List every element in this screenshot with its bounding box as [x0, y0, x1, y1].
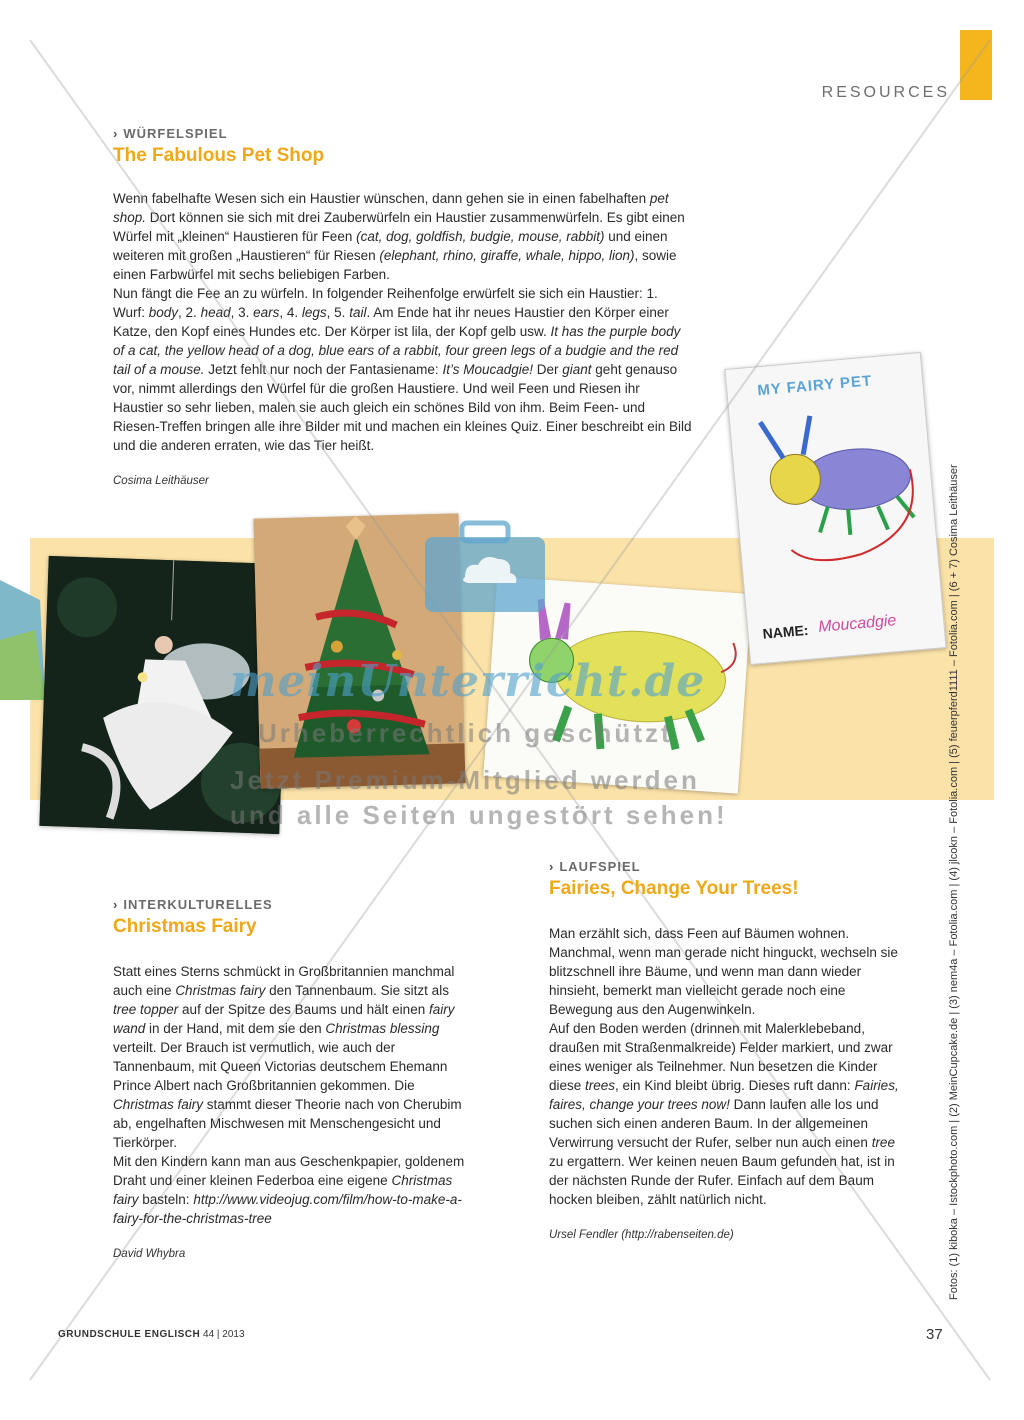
body-text: , 2. — [178, 305, 201, 320]
chevron-right-icon: › — [113, 897, 119, 912]
article-kicker: › LAUFSPIEL — [549, 859, 641, 874]
body-text: stammt dieser Theorie nach von Cherubim ab, engelhaften Mischwesen mit Menschengesicht und Tierkörper. — [113, 1097, 462, 1150]
body-paragraph — [549, 1019, 909, 1209]
body-text: auf der Spitze des Baums und hält einen — [178, 1002, 429, 1017]
italic-text: Christmas fairy — [175, 983, 266, 998]
italic-text: body — [148, 305, 179, 320]
italic-text: legs — [301, 305, 327, 320]
fairy-ornament-image — [39, 556, 288, 834]
photo-credits: Fotos: (1) kiboka – Istockphoto.com | (2) MeinCupcake.de | (3) nem4a – Fotolia.com | (4) jlcokn – Fotolia.com | (5) feuerpferd1111 – Fotolia.com | (6 + 7) Cosima Leithäuser — [948, 464, 960, 1300]
italic-text: (cat, dog, goldfish, budgie, mouse, rabbit) — [356, 229, 605, 244]
article-body — [113, 189, 693, 455]
article-fairies-change-trees — [549, 859, 909, 1241]
fairy-pet-card-title: MY FAIRY PET — [756, 372, 873, 400]
body-text: Statt eines Sterns schmückt in Großbritannien manchmal auch eine — [113, 964, 455, 998]
section-color-tab — [960, 30, 992, 100]
italic-text: tail — [349, 305, 367, 320]
body-text: , sowie einen Farbwürfel mit sechs beliebigen Farben. — [113, 248, 677, 282]
fairy-pet-card — [724, 352, 946, 665]
watermark-line-2: Jetzt Premium-Mitglied werden — [230, 765, 700, 795]
body-text: zu ergattern. Wer keinen neuen Baum gefunden hat, ist in der nächsten Runde der Rufer. Einfach auf dem Baum hocken bleiben, zählt natürlich nicht. — [549, 1154, 895, 1207]
italic-text: Fairies, faires, change your trees now! — [549, 1078, 899, 1112]
watermark-line-3: und alle Seiten ungestört sehen! — [230, 800, 728, 830]
article-author: Ursel Fendler (http://rabenseiten.de) — [549, 1229, 734, 1241]
body-paragraph — [113, 1152, 468, 1228]
article-author: Cosima Leithäuser — [113, 475, 209, 487]
italic-text: tree topper — [113, 1002, 179, 1017]
watermark-brand: meinUnterricht.de — [230, 656, 706, 707]
photo-child-drawing — [483, 576, 751, 793]
body-text: Dann laufen alle los und suchen sich einen anderen Baum. In der allgemeinen Verwirrung versucht der Rufer, selber nun auch einen — [549, 1097, 879, 1150]
body-text: den Tannenbaum. Sie sitzt als — [265, 983, 449, 998]
body-text: in der Hand, mit dem sie den — [145, 1021, 326, 1036]
fairy-pet-name-label: NAME: — [761, 621, 810, 642]
page-number: 37 — [926, 1326, 943, 1343]
body-text: Auf den Boden werden (drinnen mit Malerklebeband, draußen mit Straßenmalkreide) Felder markiert, und zwar eines weniger als Teilnehmer. Nun besetzen die Kinder diese — [549, 1021, 893, 1093]
body-text: Mit den Kindern kann man aus Geschenkpapier, goldenem Draht und einer kleinen Federboa eine eigene — [113, 1154, 465, 1188]
body-paragraph — [549, 924, 909, 1019]
body-text: , ein Kind bleibt übrig. Dieses ruft dann: — [615, 1078, 855, 1093]
watermark-line-1: Urheberrechtlich geschützt — [258, 718, 673, 748]
footer-magazine — [58, 1329, 245, 1340]
christmas-tree-image — [254, 513, 466, 788]
article-title: Christmas Fairy — [113, 916, 257, 937]
body-text: geht genauso vor, nimmt allerdings den Würfel für die großen Haustiere. Und weil Feen und Riesen ihr Haustier so sehr lieben, malen sie auch gleich ein schönes Bild von ihm. Beim Feen- und Riesen-Treffen bringen alle ihre Bilder mit und machen ein kleines Quiz. Einer beschreibt ein Bild und die anderen erraten, wie das Tier heißt. — [113, 362, 692, 453]
magazine-name: GRUNDSCHULE ENGLISCH — [58, 1329, 201, 1340]
italic-text: giant — [562, 362, 592, 377]
body-paragraph — [113, 189, 693, 284]
edge-decoration — [0, 560, 45, 700]
fairy-pet-name-value: Moucadgie — [817, 612, 898, 636]
body-text: und einen weiteren mit großen „Haustieren“ für Riesen — [113, 229, 668, 263]
article-christmas-fairy — [113, 897, 468, 1260]
body-paragraph — [113, 962, 468, 1152]
body-text: Der — [533, 362, 563, 377]
italic-text: It has the purple body of a cat, the yellow head of a dog, blue ears of a rabbit, four green legs of a budgie and the red tail of a mouse. — [113, 324, 681, 377]
italic-text: (elephant, rhino, giraffe, whale, hippo, lion) — [379, 248, 635, 263]
body-text: , 3. — [230, 305, 254, 320]
section-label: RESOURCES — [821, 84, 950, 101]
body-text: Jetzt fehlt nur noch der Fantasiename: — [204, 362, 443, 377]
body-text: , 5. — [326, 305, 350, 320]
fairy-pet-drawing — [739, 399, 930, 604]
article-body — [113, 962, 468, 1228]
photo-christmas-tree — [254, 513, 466, 788]
body-text: Man erzählt sich, dass Feen auf Bäumen wohnen. Manchmal, wenn man gerade nicht hinguckt, wechseln sie blitzschnell ihre Bäume, und wenn man dann wieder hinsieht, bemerkt man vielleicht gerade noch eine Bewegung aus den Augenwinkeln. — [549, 926, 898, 1017]
child-drawing-image — [483, 576, 751, 793]
article-kicker: › WÜRFELSPIEL — [113, 126, 228, 141]
article-pet-shop — [113, 126, 693, 487]
italic-text: Christmas fairy — [113, 1097, 204, 1112]
body-text: Dort können sie sich mit drei Zauberwürfeln ein Haustier zusammenwürfeln. Es gibt einen Würfel mit „kleinen“ Haustieren für Feen — [113, 210, 685, 244]
italic-text: It’s Moucadgie! — [442, 362, 533, 377]
article-title: Fairies, Change Your Trees! — [549, 878, 799, 899]
body-text: , 4. — [279, 305, 302, 320]
italic-text: Christmas fairy — [113, 1173, 453, 1207]
article-author: David Whybra — [113, 1248, 186, 1260]
italic-text: http://www.videojug.com/film/how-to-make-a-fairy-for-the-christmas-tree — [113, 1192, 462, 1226]
italic-text: trees — [585, 1078, 616, 1093]
article-kicker: › INTERKULTURELLES — [113, 897, 273, 912]
italic-text: head — [200, 305, 231, 320]
italic-text: tree — [871, 1135, 895, 1150]
chevron-right-icon: › — [549, 859, 555, 874]
body-text: Nun fängt die Fee an zu würfeln. In folgender Reihenfolge erwürfelt sie sich ein Haustier: 1. Wurf: — [113, 286, 658, 320]
italic-text: Christmas blessing — [325, 1021, 440, 1036]
magazine-issue: 44 | 2013 — [203, 1329, 245, 1340]
body-text: Wenn fabelhafte Wesen sich ein Haustier wünschen, dann gehen sie in einen fabelhaften — [113, 191, 650, 206]
body-text: basteln: — [138, 1192, 194, 1207]
article-body — [549, 924, 909, 1209]
article-title: The Fabulous Pet Shop — [113, 145, 325, 166]
chevron-right-icon: › — [113, 126, 119, 141]
italic-text: ears — [253, 305, 280, 320]
photo-christmas-fairy-ornament — [39, 556, 288, 834]
italic-text: fairy wand — [113, 1002, 455, 1036]
body-text: . Am Ende hat ihr neues Haustier den Körper einer Katze, den Kopf eines Hundes etc. Der Körper ist lila, der Kopf gelb usw. — [113, 305, 669, 339]
body-text: verteilt. Der Brauch ist vermutlich, wie auch der Tannenbaum, mit Queen Victorias deutschem Ehemann Prince Albert nach Großbritannien gekommen. Die — [113, 1040, 448, 1093]
italic-text: pet shop. — [113, 191, 669, 225]
body-paragraph — [113, 284, 693, 455]
